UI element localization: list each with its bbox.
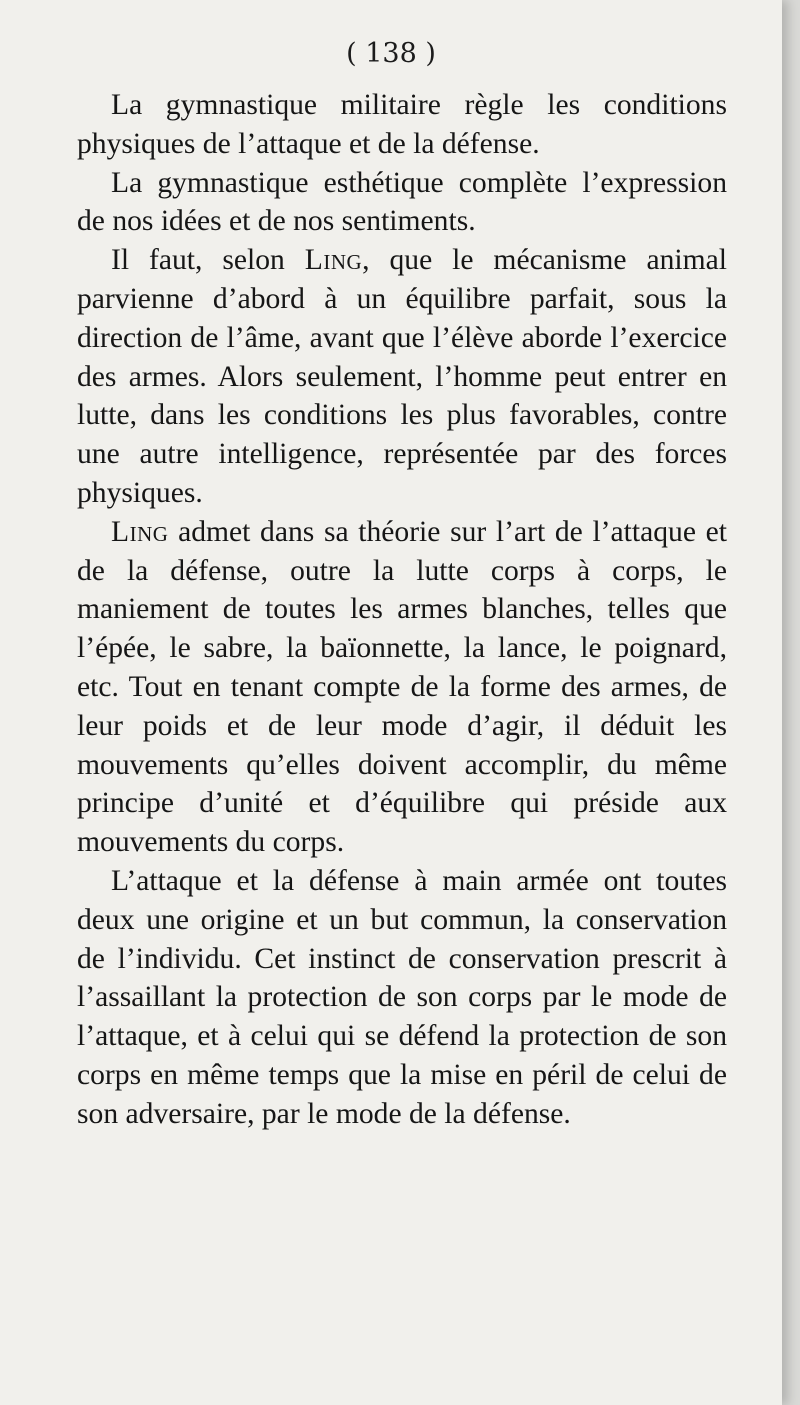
paragraph-ling-theory bbox=[77, 513, 727, 862]
paragraph-ling-mechanism bbox=[77, 241, 727, 513]
paragraph-text: Il faut, selon bbox=[111, 244, 305, 277]
paragraph-text: admet dans sa théorie sur l’art de l’attaque et de la défense, outre la lutte corps à corps, le maniement de toutes les armes blanches, telles que l’épée, le sabre, la baïonnette, la lance, le poignard, etc. Tout en tenant compte de la forme des armes, de leur poids et de leur mode d’agir, il déduit les mouvements qu’elles doivent accomplir, du même principe d’unité et d’équilibre qui préside aux mouvements du corps. bbox=[77, 515, 727, 859]
paragraph-attack-defense: L’attaque et la défense à main armée ont toutes deux une origine et un but commun, la conservation de l’individu. Cet instinct de conservation prescrit à l’assaillant la protection de son corps par le mode de l’attaque, et à celui qui se défend la protection de son corps en même temps que la mise en péril de celui de son adversaire, par le mode de la défense. bbox=[77, 864, 727, 1130]
page-number: ( 138 ) bbox=[346, 38, 436, 69]
paragraph-text: , que le mécanisme animal parvienne d’abord à un équilibre parfait, sous la direction de l’âme, avant que l’élève aborde l’exercice des armes. Alors seulement, l’homme peut entrer en lutte, dans les conditions les plus favorables, contre une autre intelligence, représentée par des forces physiques. bbox=[77, 244, 727, 509]
paragraph-military-gymnastics: La gymnastique militaire règle les conditions physiques de l’attaque et de la défense. bbox=[77, 89, 727, 160]
author-name-ling: Ling bbox=[304, 244, 363, 277]
body-text bbox=[77, 86, 727, 1134]
author-name-ling: Ling bbox=[111, 515, 169, 548]
paragraph-aesthetic-gymnastics: La gymnastique esthétique complète l’expression de nos idées et de nos sentiments. bbox=[77, 166, 727, 238]
